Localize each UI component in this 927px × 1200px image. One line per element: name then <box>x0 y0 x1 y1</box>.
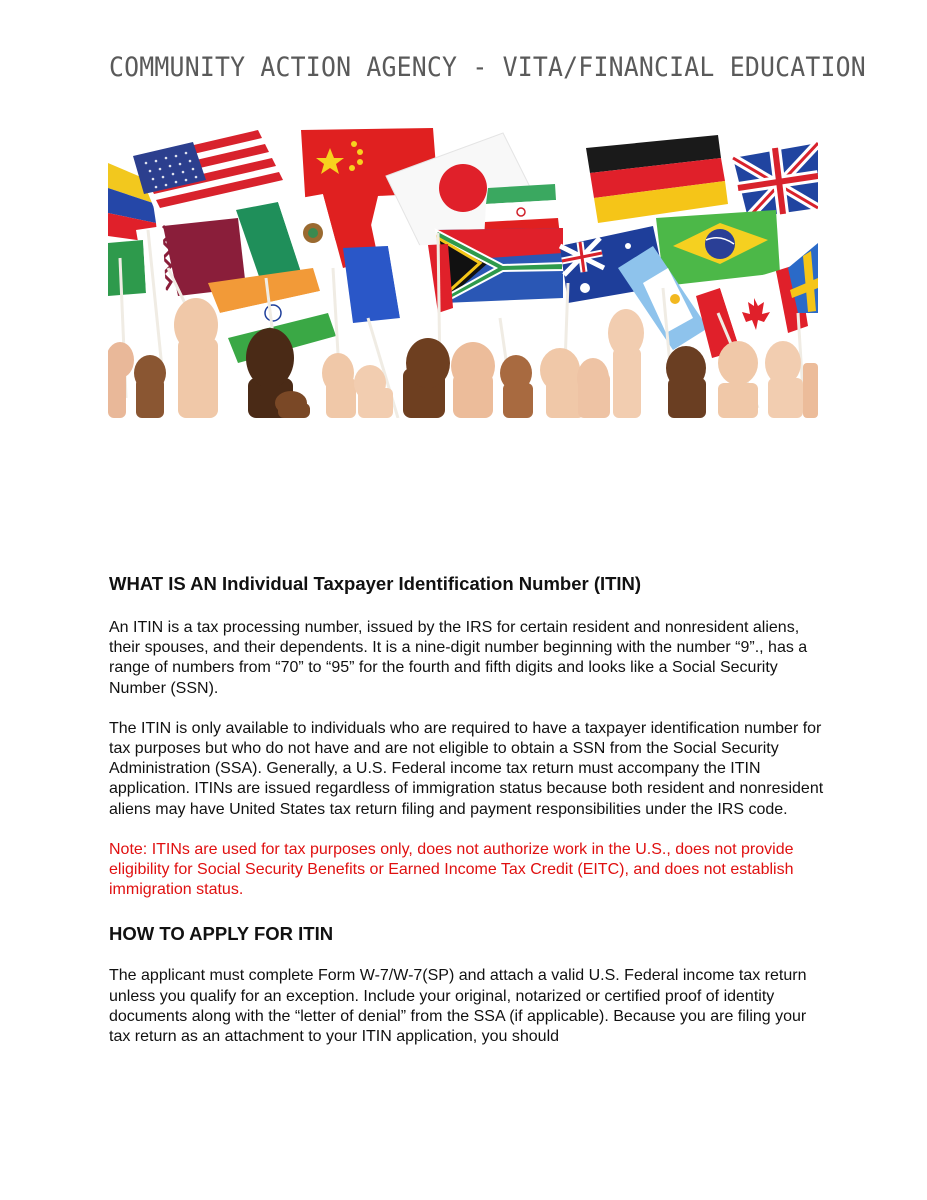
flag-south-africa <box>436 228 563 303</box>
paragraph-how-to-apply: The applicant must complete Form W-7/W-7(SP) and attach a valid U.S. Federal income tax return unless you qualify for an exception. Include your original, notarized or certified proof of identity documents along with the “letter of denial” from the SSA (if applicable). Because you are filing your tax return as an attachment to your ITIN application, you should <box>109 967 807 1046</box>
paragraph-itin-definition: An ITIN is a tax processing number, issued by the IRS for certain resident and nonresident aliens, their spouses, and their dependents. It is a nine-digit number beginning with the number “9”., has a range of numbers from “70” to “95” for the fourth and fifth digits and looks like a Social Security Number (SSN). <box>109 619 808 697</box>
flag-france <box>343 244 453 323</box>
section-what-is-itin <box>109 572 824 900</box>
section-heading-how-to-apply: HOW TO APPLY FOR ITIN <box>109 923 334 945</box>
section-heading-what-is-itin: WHAT IS AN Individual Taxpayer Identification Number (ITIN) <box>109 573 642 594</box>
note-itin-limitations: Note: ITINs are used for tax purposes only, does not authorize work in the U.S., does not provide eligibility for Social Security Benefits or Earned Income Tax Credit (EITC), and does not establish immigration status. <box>109 840 794 899</box>
document-body <box>109 572 824 1047</box>
flag-germany <box>586 135 728 223</box>
flag-brazil <box>656 210 780 286</box>
paragraph-itin-eligibility: The ITIN is only available to individuals who are required to have a taxpayer identification number for tax purposes but who do not have and are not eligible to obtain a SSN from the Social Security Administration (SSA). Generally, a U.S. Federal income tax return must accompany the ITIN application. ITINs are issued regardless of immigration status because both resident and nonresident aliens may have United States tax return filing and payment responsibilities under the IRS code. <box>109 719 824 818</box>
flag-usa <box>133 128 283 218</box>
flag-italy <box>108 239 166 296</box>
section-how-to-apply <box>109 922 824 1047</box>
page-title: COMMUNITY ACTION AGENCY - VITA/FINANCIAL EDUCATION <box>109 52 866 83</box>
hero-flags-image <box>108 118 818 418</box>
flag-uk <box>733 143 818 218</box>
